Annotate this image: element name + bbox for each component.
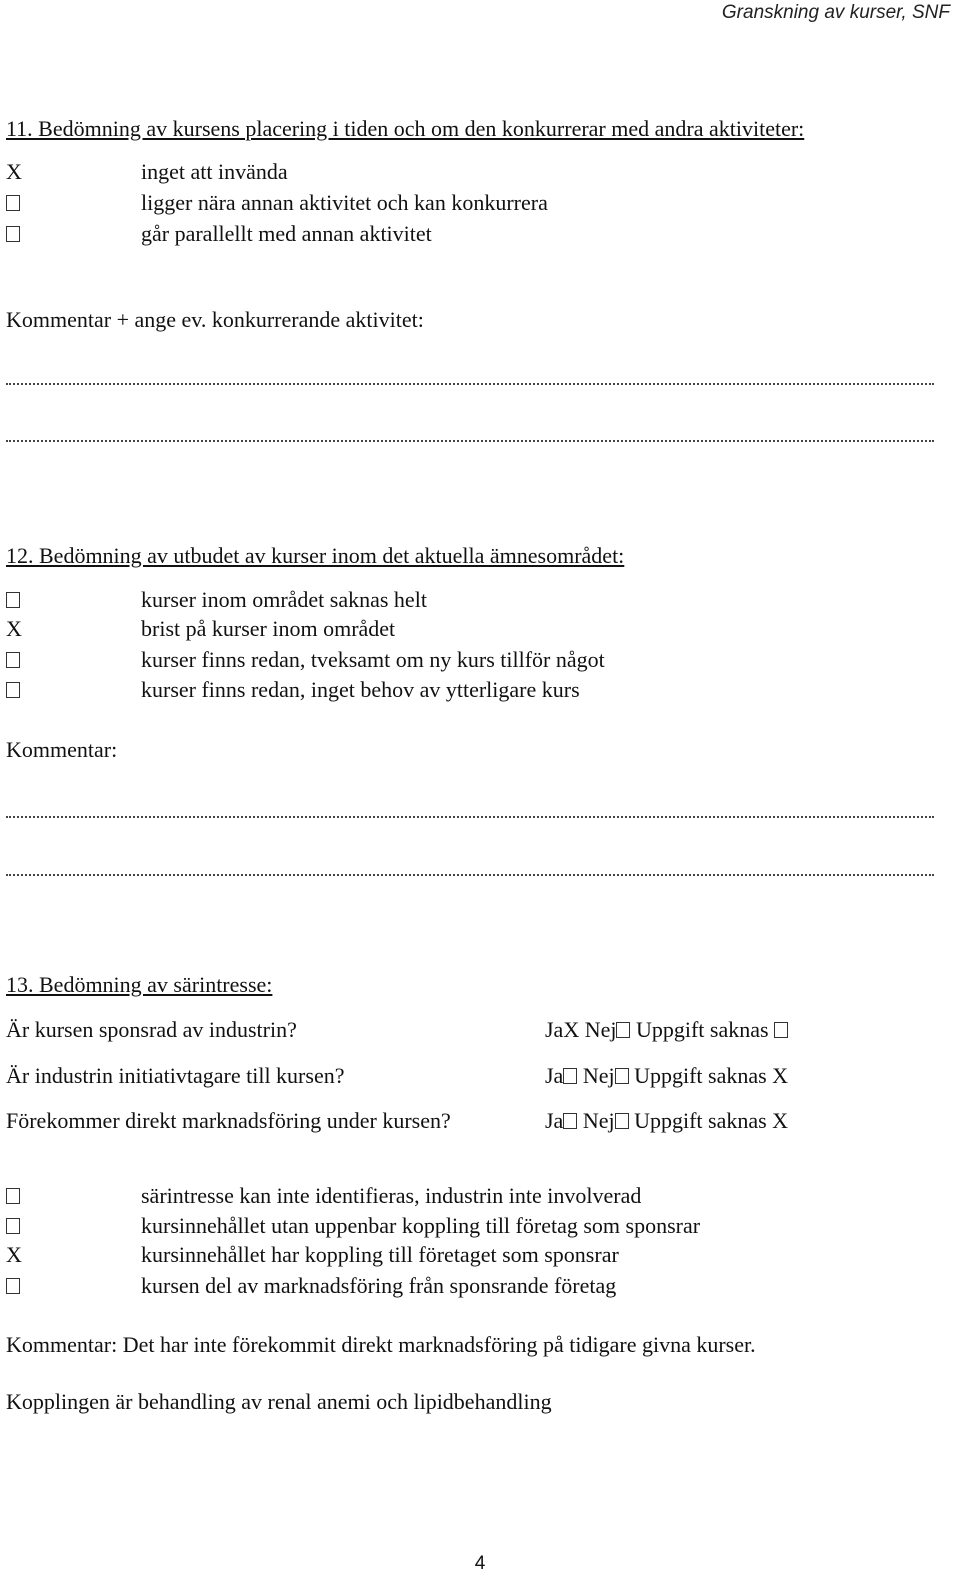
s11-comment-label: Kommentar + ange ev. konkurrerande aktivitet: (6, 307, 424, 332)
question-marketing: Förekommer direkt marknadsföring under kursen? (6, 1108, 451, 1133)
checkbox-icon[interactable] (616, 1022, 630, 1038)
checkbox-icon[interactable] (563, 1113, 577, 1129)
option-label: kurser finns redan, tveksamt om ny kurs tillför något (141, 647, 605, 672)
running-header: Granskning av kurser, SNF (721, 2, 950, 23)
option-label: ligger nära annan aktivitet och kan konkurrera (141, 190, 548, 215)
option-label: inget att invända (141, 159, 288, 184)
x-mark: X (6, 1242, 22, 1267)
saknas-option[interactable]: Uppgift saknas X (634, 1108, 789, 1133)
comment-line[interactable] (6, 874, 934, 876)
saknas-option[interactable]: Uppgift saknas (636, 1017, 788, 1042)
checkbox-icon[interactable] (615, 1068, 629, 1084)
comment-line[interactable] (6, 440, 934, 442)
answer-sponsored[interactable] (545, 1017, 788, 1043)
section-13-title: 13. Bedömning av särintresse: (6, 972, 273, 997)
option-label: kursinnehållet utan uppenbar koppling till företag som sponsrar (141, 1213, 701, 1238)
option-label: brist på kurser inom området (141, 616, 396, 641)
option-label: kurser inom området saknas helt (141, 587, 427, 612)
checkbox-icon[interactable] (6, 1213, 36, 1239)
ja-option[interactable]: Ja (545, 1063, 577, 1088)
comment-line[interactable] (6, 383, 934, 385)
option-label: kursen del av marknadsföring från sponsrande företag (141, 1273, 617, 1298)
s12-comment-label: Kommentar: (6, 737, 118, 762)
x-mark: X (6, 616, 22, 641)
question-initiator: Är industrin initiativtagare till kursen? (6, 1063, 345, 1088)
s13-comment-2: Kopplingen är behandling av renal anemi och lipidbehandling (6, 1389, 552, 1414)
ja-option[interactable]: Ja (545, 1108, 577, 1133)
page-number: 4 (474, 1553, 486, 1574)
x-mark: X (6, 159, 22, 184)
checkbox-icon[interactable] (774, 1022, 788, 1038)
checkbox-icon[interactable] (6, 1273, 36, 1299)
checkbox-icon[interactable] (6, 647, 36, 673)
nej-option[interactable]: Nej (583, 1108, 629, 1133)
option-label: särintresse kan inte identifieras, industrin inte involverad (141, 1183, 642, 1208)
checkbox-icon[interactable] (615, 1113, 629, 1129)
nej-option[interactable]: Nej (585, 1017, 631, 1042)
comment-line[interactable] (6, 816, 934, 818)
checkbox-icon[interactable] (6, 677, 36, 703)
checkbox-icon[interactable] (6, 587, 36, 613)
saknas-option[interactable]: Uppgift saknas X (634, 1063, 789, 1088)
answer-initiator[interactable] (545, 1063, 788, 1089)
option-label: går parallellt med annan aktivitet (141, 221, 432, 246)
option-label: kursinnehållet har koppling till företaget som sponsrar (141, 1242, 619, 1267)
checkbox-icon[interactable] (6, 1183, 36, 1209)
section-11-title: 11. Bedömning av kursens placering i tiden och om den konkurrerar med andra aktiviteter: (6, 116, 805, 141)
answer-marketing[interactable] (545, 1108, 788, 1134)
question-sponsored: Är kursen sponsrad av industrin? (6, 1017, 297, 1042)
nej-option[interactable]: Nej (583, 1063, 629, 1088)
option-label: kurser finns redan, inget behov av ytterligare kurs (141, 677, 580, 702)
s13-comment: Kommentar: Det har inte förekommit direkt marknadsföring på tidigare givna kurser. (6, 1332, 756, 1357)
checkbox-icon[interactable] (563, 1068, 577, 1084)
ja-option[interactable]: JaX (545, 1017, 580, 1042)
checkbox-icon[interactable] (6, 221, 36, 247)
section-12-title: 12. Bedömning av utbudet av kurser inom det aktuella ämnesområdet: (6, 543, 625, 568)
checkbox-icon[interactable] (6, 190, 36, 216)
